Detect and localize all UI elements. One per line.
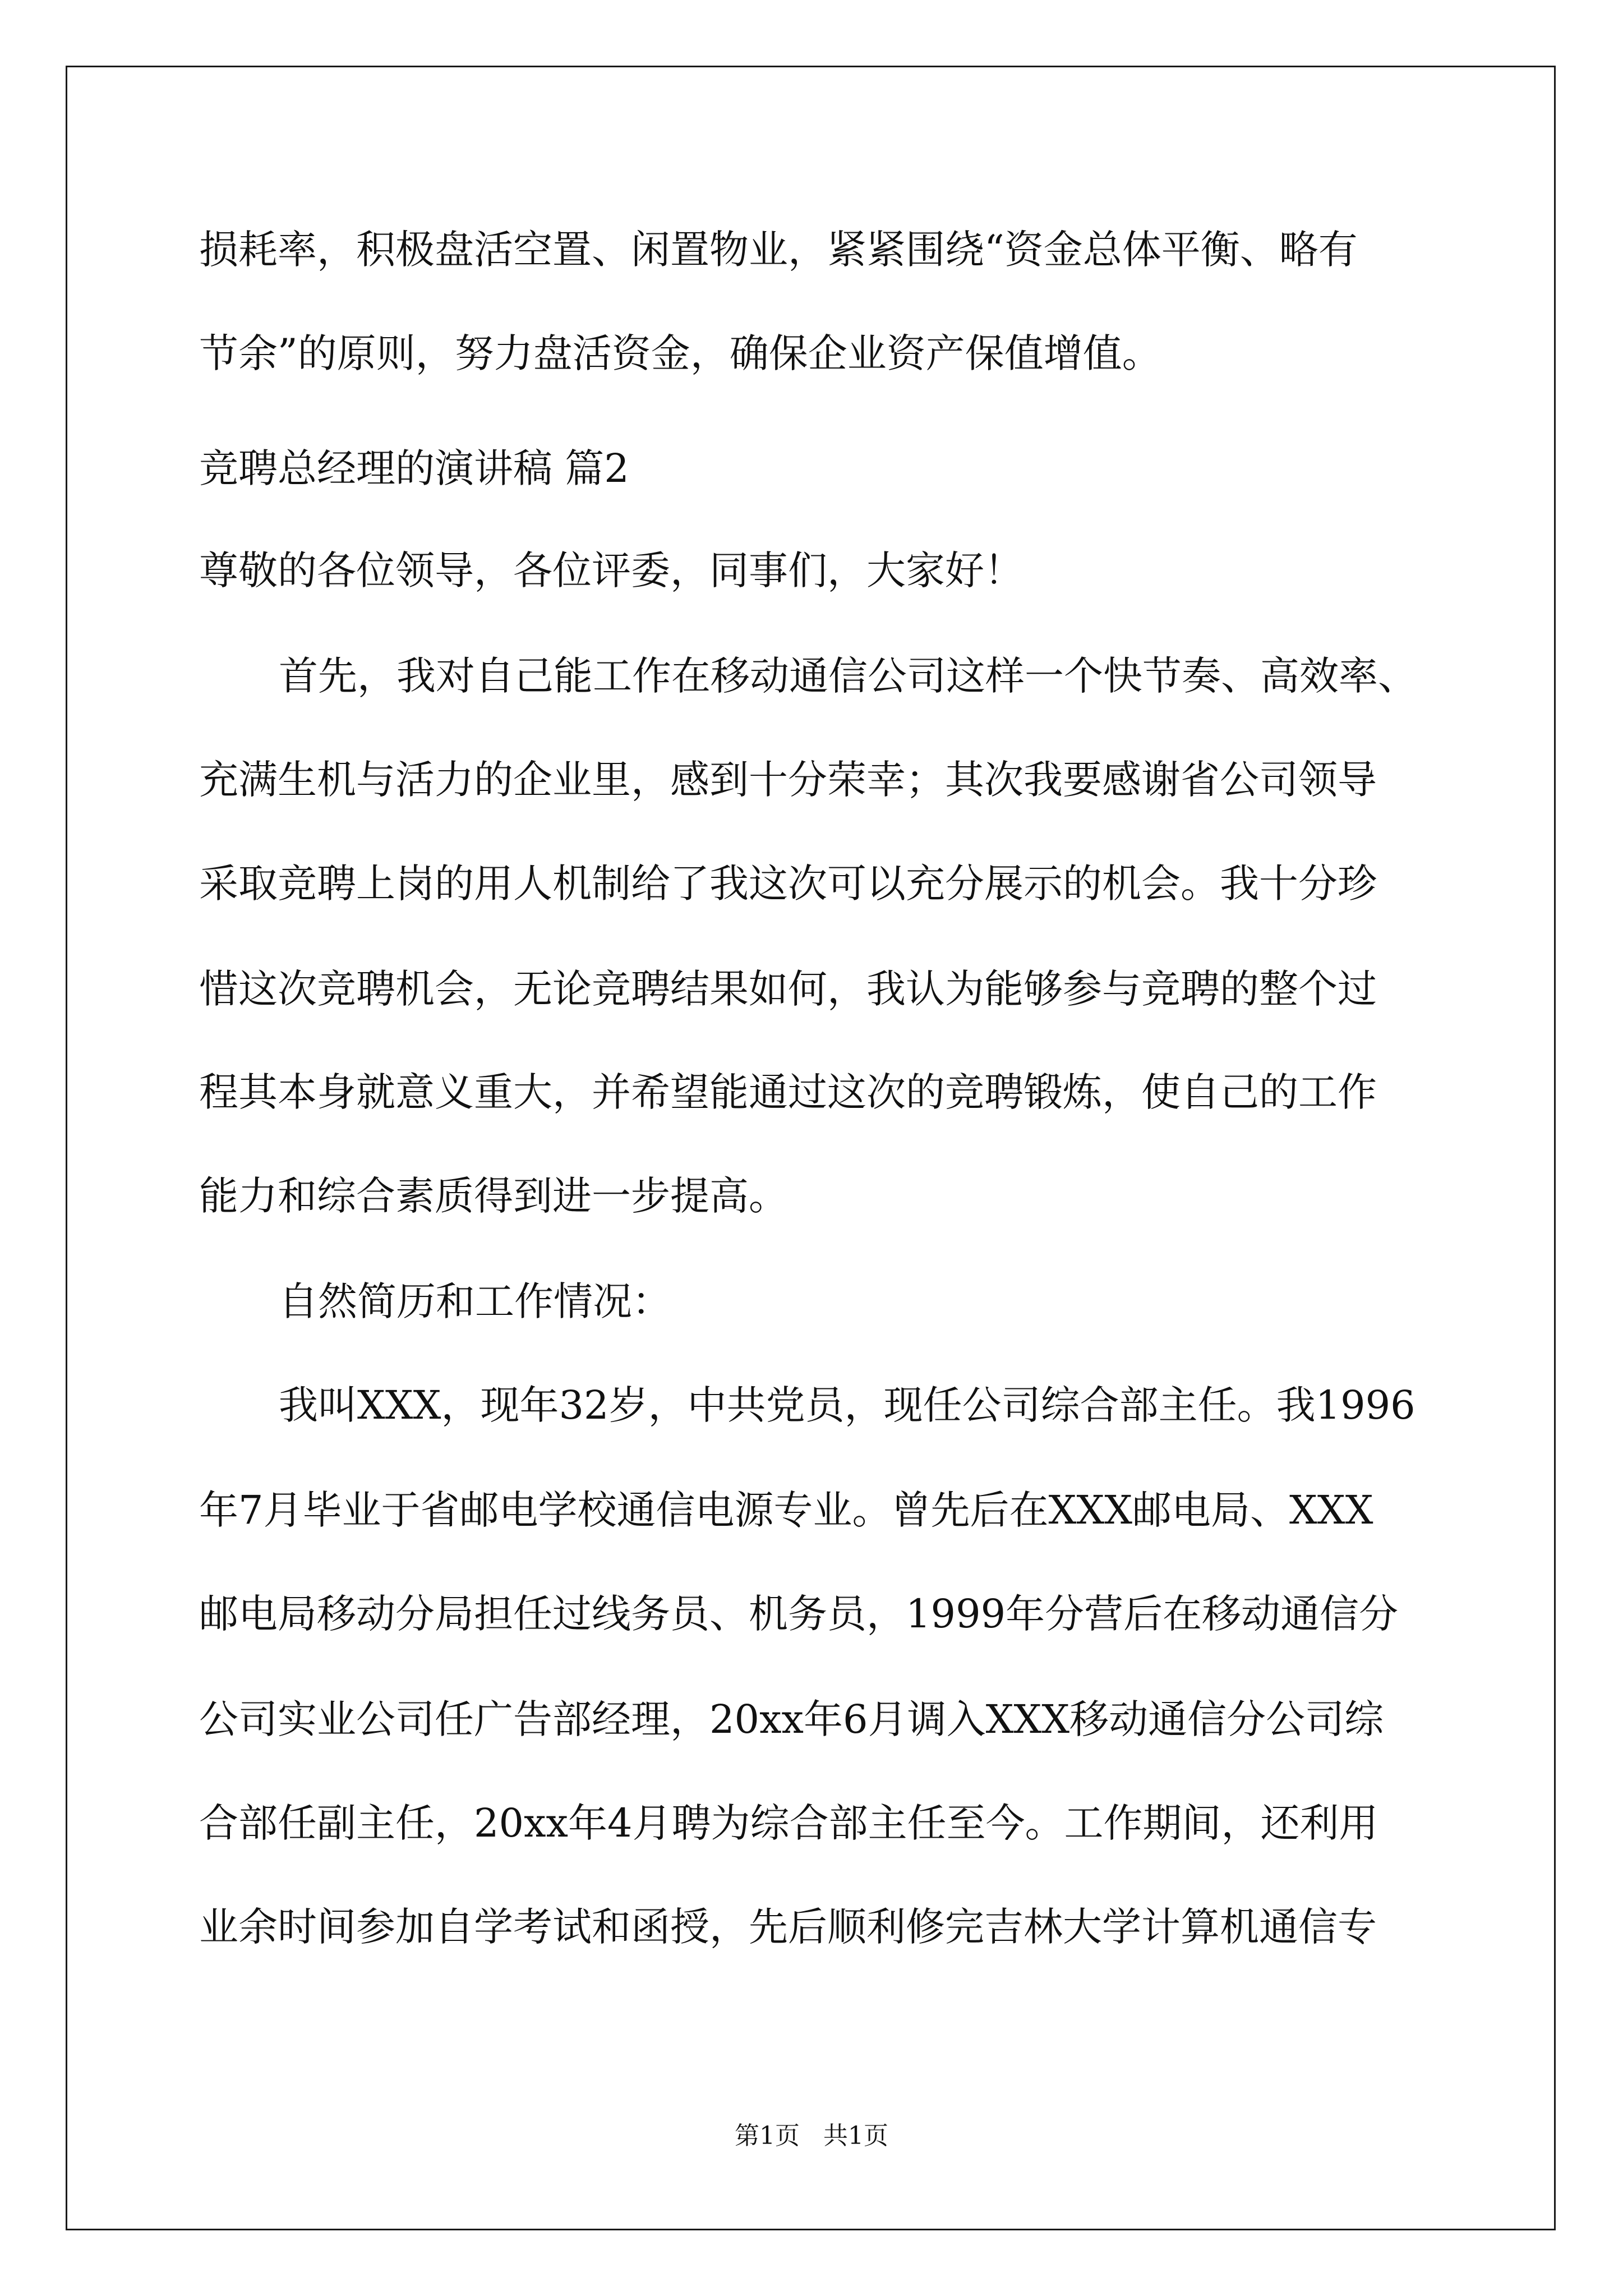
text-line-1: 损耗率，积极盘活空置、闲置物业，紧紧围绕“资金总体平衡、略有 [199, 227, 1358, 273]
page-number-footer: 第1页 共1页 [735, 2122, 888, 2150]
text-line-10: 能力和综合素质得到进一步提高。 [199, 1173, 788, 1219]
section-heading: 竞聘总经理的演讲稿 篇2 [199, 445, 629, 491]
text-line-13: 年7月毕业于省邮电学校通信电源专业。曾先后在XXX邮电局、XXX [199, 1487, 1373, 1533]
text-line-9: 程其本身就意义重大，并希望能通过这次的竞聘锻炼，使自己的工作 [199, 1069, 1377, 1115]
text-line-5: 首先，我对自己能工作在移动通信公司这样一个快节奏、高效率、 [279, 653, 1417, 699]
text-line-6: 充满生机与活力的企业里，感到十分荣幸；其次我要感谢省公司领导 [199, 757, 1377, 803]
salutation: 尊敬的各位领导，各位评委，同事们，大家好！ [199, 547, 1023, 593]
subheading: 自然简历和工作情况： [279, 1278, 671, 1324]
text-line-14: 邮电局移动分局担任过线务员、机务员，1999年分营后在移动通信分 [199, 1591, 1399, 1637]
text-line-17: 业余时间参加自学考试和函授，先后顺利修完吉林大学计算机通信专 [199, 1904, 1377, 1950]
text-line-12: 我叫XXX，现年32岁，中共党员，现任公司综合部主任。我1996 [279, 1382, 1415, 1428]
text-line-7: 采取竞聘上岗的用人机制给了我这次可以充分展示的机会。我十分珍 [199, 861, 1377, 907]
text-line-15: 公司实业公司任广告部经理，20xx年6月调入XXX移动通信分公司综 [199, 1696, 1384, 1742]
text-line-8: 惜这次竞聘机会，无论竞聘结果如何，我认为能够参与竞聘的整个过 [199, 966, 1377, 1012]
text-line-16: 合部任副主任，20xx年4月聘为综合部主任至今。工作期间，还利用 [199, 1800, 1378, 1846]
text-line-2: 节余”的原则，努力盘活资金，确保企业资产保值增值。 [199, 330, 1161, 376]
